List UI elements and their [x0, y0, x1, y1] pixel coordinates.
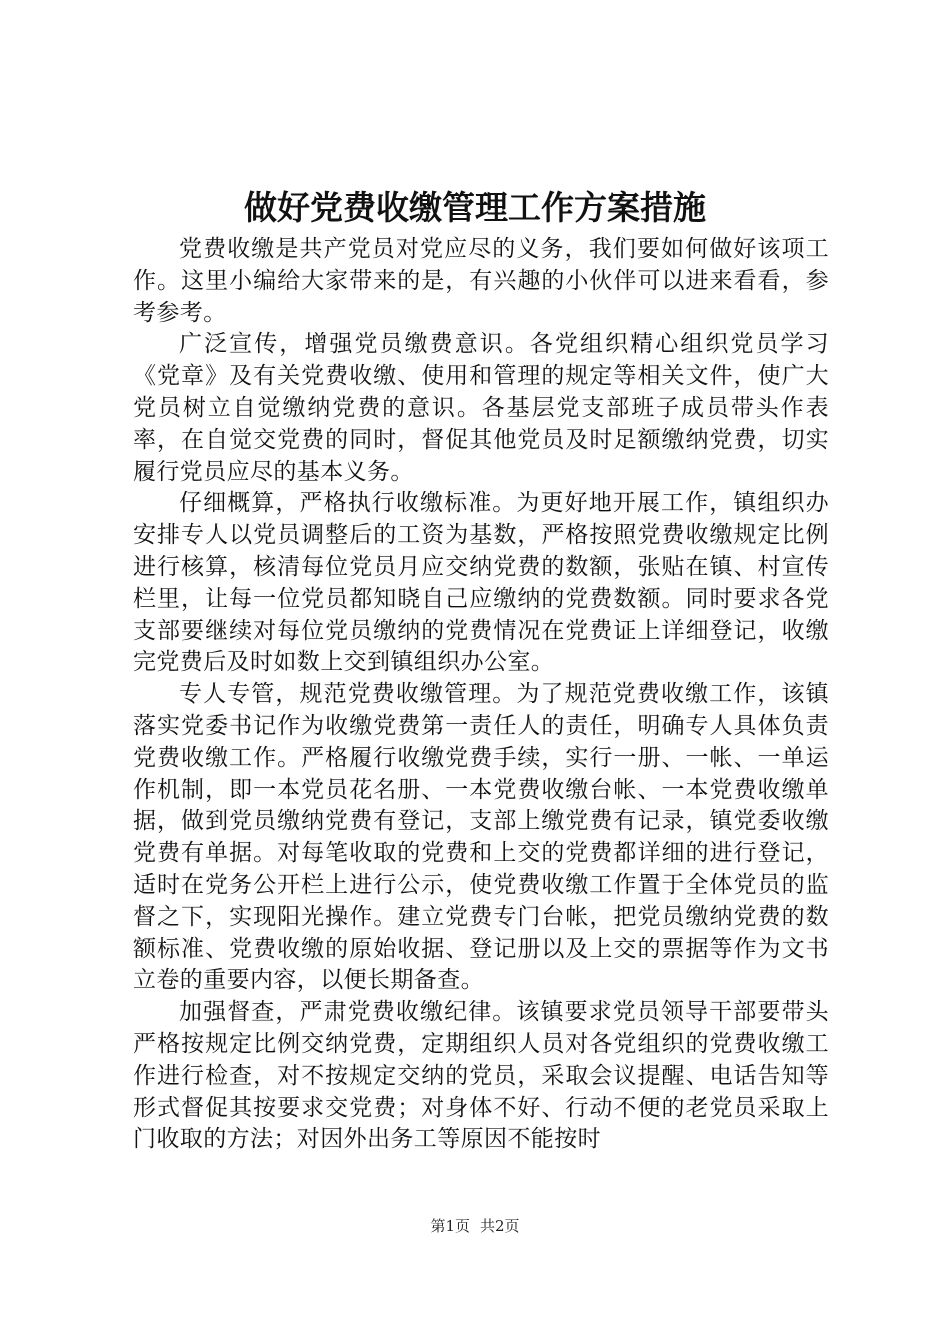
document-title: 做好党费收缴管理工作方案措施: [244, 188, 706, 227]
page-number: 第1页: [430, 1217, 470, 1235]
paragraph-management: 专人专管，规范党费收缴管理。为了规范党费收缴工作，该镇落实党委书记作为收缴党费第一责任人的责任，明确专人具体负责党费收缴工作。严格履行收缴党费手续，实行一册、一帐、一单运作机制，即一本党员花名册、一本党费收缴台帐、一本党费收缴单据，做到党员缴纳党费有登记，支部上缴党费有记录，镇党委收缴党费有单据。对每笔收取的党费和上交的党费都详细的进行登记，适时在党务公开栏上进行公示，使党费收缴工作置于全体党员的监督之下，实现阳光操作。建立党费专门台帐，把党员缴纳党费的数额标准、党费收缴的原始收据、登记册以及上交的票据等作为文书立卷的重要内容，以便长期备查。: [133, 681, 829, 994]
paragraph-calculation: 仔细概算，严格执行收缴标准。为更好地开展工作，镇组织办安排专人以党员调整后的工资为基数，严格按照党费收缴规定比例进行核算，核清每位党员月应交纳党费的数额，张贴在镇、村宣传栏里，让每一位党员都知晓自己应缴纳的党费数额。同时要求各党支部要继续对每位党员缴纳的党费情况在党费证上详细登记，收缴完党费后及时如数上交到镇组织办公室。: [133, 490, 829, 676]
paragraph-intro: 党费收缴是共产党员对党应尽的义务，我们要如何做好该项工作。这里小编给大家带来的是，有兴趣的小伙伴可以进来看看，参考参考。: [133, 236, 829, 326]
page-total: 共2页: [480, 1217, 520, 1235]
paragraph-supervision: 加强督查，严肃党费收缴纪律。该镇要求党员领导干部要带头严格按规定比例交纳党费，定期组织人员对各党组织的党费收缴工作进行检查，对不按规定交纳的党员，采取会议提醒、电话告知等形式督促其按要求交党费；对身体不好、行动不便的老党员采取上门收取的方法；对因外出务工等原因不能按时: [133, 999, 829, 1153]
document-body: [133, 234, 829, 1156]
page-footer: [0, 1216, 950, 1236]
paragraph-publicity: 广泛宣传，增强党员缴费意识。各党组织精心组织党员学习《党章》及有关党费收缴、使用和管理的规定等相关文件，使广大党员树立自觉缴纳党费的意识。各基层党支部班子成员带头作表率，在自觉交党费的同时，督促其他党员及时足额缴纳党费，切实履行党员应尽的基本义务。: [133, 331, 829, 485]
